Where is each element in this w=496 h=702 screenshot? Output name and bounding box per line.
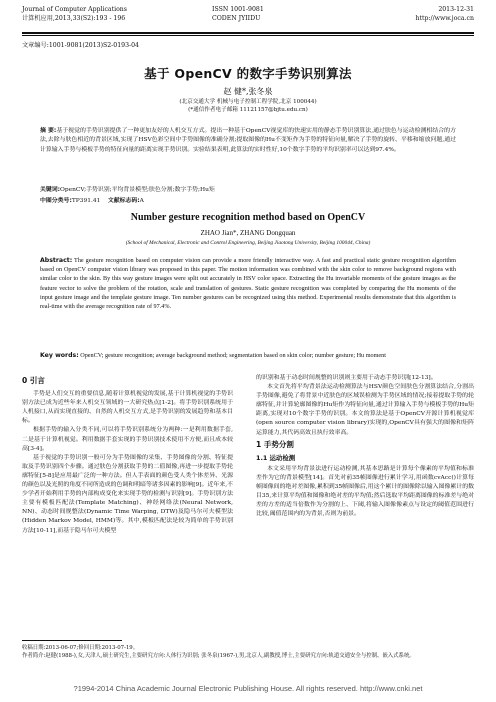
issn: ISSN 1001-9081 (212, 6, 264, 13)
paragraph: 的识别和基于动态时间规整的识别则主要用于动态手势识别[12-13]。 (256, 375, 437, 381)
journal-name (22, 6, 127, 23)
corresponding-email: (*通信作者电子邮箱 11121157@bjtu.edu.cn) (188, 107, 308, 113)
clc-label: 中图分类号: (40, 198, 72, 204)
subsection-heading: 1.1 运动检测 (256, 453, 296, 462)
body-column-left (22, 374, 233, 536)
keywords-cn-label: 关键词: (40, 187, 61, 193)
paragraph: 基于视觉的手势识别一般可分为手势图像的采集、手势图像的分割、特征提取及手势识别四个步骤。通过肤色分割获取手势的二值图像,再进一步提取手势轮廓特征[5-8]是应用最广泛的一种方法。但人手表面的颜色受人类个体差异、光源的颜色以及光照的角度不同所造成的色调和明暗等诸多因素的影响[9]。近年来,不少学者开始利用手势的内部构成变化来实现手势的检测与识别[9]。手势识别方法主要有模板匹配法(Template Matching)、神经网络法(Neural Network, NN)、动态时间规整法(Dynamic Time Warping, DTW)及隐马尔可夫模型法(Hidden Markov Model, HMM)等。其中,模板匹配法是较为简单的手势识别方法[10-11],而基于隐马尔可夫模型 (22, 454, 233, 534)
journal-url[interactable]: http://www.joca.cn (415, 14, 474, 22)
footnote (22, 644, 474, 660)
header-rule-thin (22, 35, 474, 36)
coden: CODEN JYIIDU (212, 14, 261, 22)
abstract-cn-label: 摘 要: (40, 128, 57, 134)
copyright-watermark: ?1994-2014 China Academic Journal Electronic Publishing House. All rights reserved. http://www.cnki.net (73, 684, 423, 693)
paragraph: 本文首先将平均背景法运动检测算法与HSV颜色空间肤色分割算法结合,分割出手势图像,避免了将背景中近肤色的区域误检测为手势区域的情况;接着提取手势的轮廓特征,并计算轮廓图像的Hu矩作为特征向量,通过计算输入手势与模板手势的Hu矩距离,实现对10个数字手势的识别。本文的算法是基于OpenCV开源计算机视觉库(open source computer vision library)实现的,OpenCV具有强大的图像和矩阵运算能力,其代码高效且执行效率高。 (256, 384, 474, 436)
classification-cn (40, 195, 456, 204)
keywords-cn (40, 184, 456, 193)
body-column-right (256, 374, 474, 519)
paragraph: 根据手势的输入分类不同,可以将手势识别系统分为两种:一是利用数据手套,二是基于计算机视觉。利用数据手套实现的手势识别技术使用不方便,而且成本较高[3-4]。 (22, 427, 233, 452)
issue-date: 2013-12-31 (438, 6, 474, 13)
affiliation-cn-line: (北京交通大学 机械与电子控制工程学院,北京 100044) (179, 99, 317, 105)
abstract-en-label: Abstract: (40, 257, 73, 264)
abstract-en (40, 256, 456, 311)
journal-name-en: Journal of Computer Applications (22, 6, 127, 13)
keywords-cn-text: OpenCV;手势识别;平均背景模型;肤色分割;数字手势;Hu矩 (60, 187, 215, 193)
title-cn: 基于 OpenCV 的数字手势识别算法 (144, 66, 352, 81)
keywords-en (40, 351, 456, 360)
affiliation-en: (School of Mechanical, Electronic and Control Engineering, Beijing Jiaotong University, Beijing 100044, China) (125, 240, 371, 246)
article-number: 文章编号:1001-9081(2013)S2-0193-04 (22, 42, 139, 49)
header-rule-thick (22, 32, 474, 34)
clc-value: TP391.41 (71, 198, 101, 204)
section-heading: 1 手势分割 (256, 439, 294, 449)
keywords-en-text: OpenCV; gesture recognition; average background method; segmentation based on skin color; number gesture; Hu moment (80, 352, 386, 359)
keywords-en-label: Key words: (40, 352, 79, 359)
paragraph: 本文采用平均背景法进行运动检测,其基本思路是计算每个像素的平均值和标准差作为它的背景模型[14]。首先对前35帧图像进行累计学习,用函数cvAcc()计算每帧图像间的绝对差图像,累积到35帧图像后,用这个累计的图像除以输入图像累计的数目35,来计算平均值和图像和绝对差的平均值;然后选取平均距离图像的标准差与绝对差的方差的适当倍数作为分割的上、下阈,将输入图像像素点与设定的阈值范围进行比较,阈值范围内的为背景,否则为前景。 (256, 465, 474, 518)
paragraph: 手势是人们交互的重要信息,随着计算机视觉的发展,基于计算机视觉的手势识别方法已成为近些年来人机交互领域的一大研究热点[1-2]。将手势识别系统用于人机接口,从而实现直接的、自然的人机交互方式,是手势识别的发展趋势和基本目标。 (22, 391, 233, 425)
received-date: 收稿日期:2013-06-07;修回日期:2013-07-19。 (22, 645, 139, 651)
section-heading: 0 引言 (22, 376, 45, 385)
abstract-cn-text: 基于视觉的手势识别提供了一种更加友好的人机交互方式。提出一种基于OpenCV视觉库的快速实用的静态手势识别算法,通过肤色与运动检测相结合的方法,去除与肤色相近的背景区域,实现了HSV色彩空间中手势图像的准确分割;提取图像的Hu不变矩作为手势的特征向量,解决了手势的旋转、平移和缩放问题,通过计算输入手势与模板手势的特征向量的距离实现手势识别。实验结果表明,此算法的实时性好,10个数字手势的平均识别率可以达到97.4%。 (40, 128, 456, 153)
footnote-rule (22, 640, 122, 641)
affiliation-cn (0, 98, 496, 114)
journal-name-cn: 计算机应用,2013,33(S2):193 - 196 (22, 14, 126, 22)
doc-code-value: A (139, 198, 144, 204)
abstract-cn (40, 127, 456, 155)
running-header (22, 6, 474, 34)
title-en: Number gesture recognition method based on OpenCV (130, 212, 366, 223)
doc-code-label: 文献标志码: (107, 198, 140, 204)
authors-cn: 赵 健*,张冬泉 (223, 87, 273, 96)
journal-codes (212, 6, 264, 23)
abstract-en-text: The gesture recognition based on computer vision can provide a more friendly interactive way. A fast and practical static gesture recognition algorithm based on OpenCV computer vision library was proposed in this paper. The motion information was combined with the skin color to remove background regions with similar color to the skin. By this way gesture images were split out accurately in HSV color space. Extracting the Hu invariable moments of the gesture images as the feature vector to solve the problem of the rotation, scale and translation of gestures. Static gesture recognition was completed by comparing the Hu moments of the input gesture image and the template gesture image. Ten number gestures can be recognized using this method. Experimental results demonstrate that this algorithm is real-time with the average recognition rate of 97.4%. (40, 257, 456, 311)
journal-date-url (415, 6, 474, 23)
author-bio: 作者简介:赵健(1988-),女,天津人,硕士研究生,主要研究方向:人体行为识别; 张冬泉(1967-),男,北京人,副教授,博士,主要研究方向:轨道交通安全与控制、嵌入式系统。 (22, 653, 415, 659)
authors-en: ZHAO Jian*, ZHANG Dongquan (200, 229, 296, 237)
